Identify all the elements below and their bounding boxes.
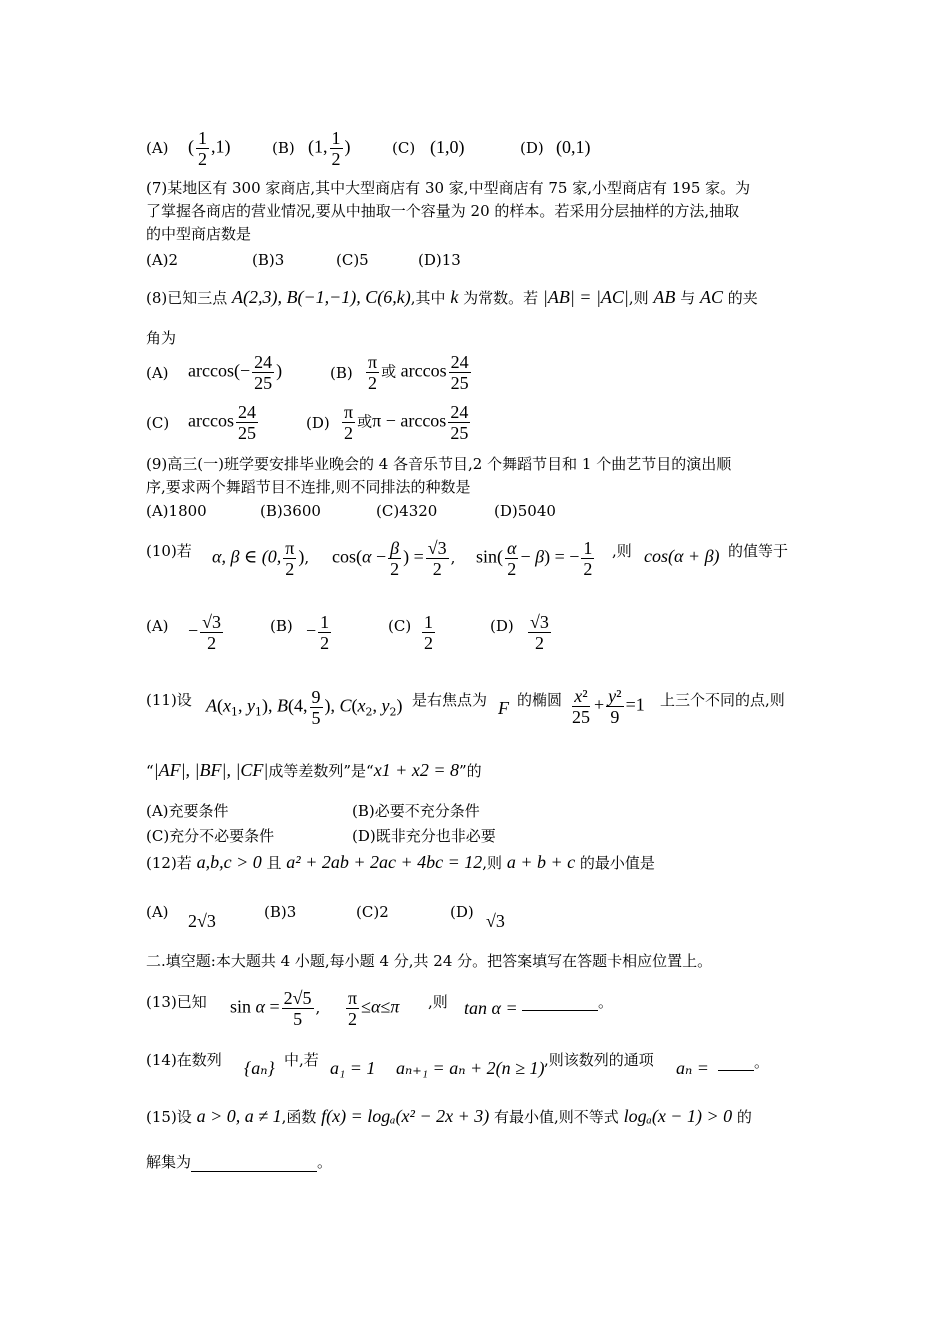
q10-option-c: (C) xyxy=(388,617,412,635)
q11-option-a: (A)充要条件 xyxy=(146,802,229,820)
q11-option-b: (B)必要不充分条件 xyxy=(352,802,480,820)
q6-option-c-math: (1,0) xyxy=(430,137,465,157)
q6-option-c: (C) xyxy=(392,139,416,157)
q7-option-d: (D)13 xyxy=(418,251,461,269)
q10-mid: ,则 xyxy=(612,542,632,560)
q9-option-b: (B)3600 xyxy=(260,502,321,520)
q10-prefix: (10)若 xyxy=(146,542,192,560)
q15-function: f(x) = logₐ(x² − 2x + 3) xyxy=(321,1106,490,1126)
q14-prefix: (14)在数列 xyxy=(146,1051,222,1069)
q10-option-d-math: $\frac{√3}{2}$ xyxy=(530,612,549,653)
q6-option-b-math: (1, $\frac{1}{2}$ ) xyxy=(308,128,351,169)
q8-line-1: (8)已知三点 A(2,3), B(−1,−1), C(6,k),其中 k 为常数。若 |AB| = |AC|,则 AB 与 AC 的夹 xyxy=(146,287,758,307)
q12-target: a + b + c xyxy=(506,852,576,872)
q13-answer-blank[interactable] xyxy=(522,994,598,1011)
q14-mid-1: 中,若 xyxy=(284,1051,319,1069)
q14-end: 。 xyxy=(754,1053,770,1071)
q14-target: aₙ = xyxy=(676,1058,709,1078)
q11-ellipse: $\frac{\text{x²}}{25}$ + $\frac{\text{y²}}{9}$ =1 xyxy=(572,686,645,727)
q13-mid: ,则 xyxy=(428,993,448,1011)
q15-inequality: logₐ(x − 1) > 0 xyxy=(623,1106,733,1126)
q15-line-2: 解集为 。 xyxy=(146,1153,333,1171)
q15-answer-blank[interactable] xyxy=(191,1155,317,1172)
q10-option-b-math: − $\frac{1}{2}$ xyxy=(306,612,330,653)
q11-focus: F xyxy=(498,698,509,718)
q10-suffix: 的值等于 xyxy=(728,542,789,560)
q13-target: tan α = xyxy=(464,998,518,1018)
q14-recurrence: aₙ₊₁ = aₙ + 2(n ≥ 1) xyxy=(396,1058,545,1078)
q11-option-d: (D)既非充分也非必要 xyxy=(352,827,496,845)
q12-option-b: (B)3 xyxy=(264,903,297,921)
q14-mid-2: ,则该数列的通项 xyxy=(544,1051,654,1069)
q10-option-a: (A) xyxy=(146,617,169,635)
q15-condition: a > 0, a ≠ 1 xyxy=(196,1106,282,1126)
q7-option-b: (B)3 xyxy=(252,251,285,269)
q14-a1: a₁ = 1 xyxy=(330,1058,376,1078)
q12-line: (12)若 a,b,c > 0 且 a² + 2ab + 2ac + 4bc = 12,则 a + b + c 的最小值是 xyxy=(146,852,655,872)
q7-line-3: 的中型商店数是 xyxy=(146,225,252,243)
q13-prefix: (13)已知 xyxy=(146,993,207,1011)
q11-option-c: (C)充分不必要条件 xyxy=(146,827,275,845)
q9-line-1: (9)高三(一)班学要安排毕业晚会的 4 各音乐节目,2 个舞蹈节目和 1 个曲艺节目的演出顺 xyxy=(146,455,732,473)
q10-option-a-math: − $\frac{√3}{2}$ xyxy=(188,612,222,653)
q7-option-a: (A)2 xyxy=(146,251,179,269)
q6-option-a-math: ( $\frac{1}{2}$ ,1) xyxy=(188,128,231,169)
q13-range: $\frac{\pi}{2}$ ≤α≤π xyxy=(348,988,400,1029)
q12-equation: a² + 2ab + 2ac + 4bc = 12 xyxy=(286,852,483,872)
q7-option-c: (C)5 xyxy=(336,251,369,269)
q7-line-1: (7)某地区有 300 家商店,其中大型商店有 30 家,中型商店有 75 家,小型商店有 195 家。为 xyxy=(146,179,751,197)
q10-option-b: (B) xyxy=(270,617,293,635)
q10-cond-3: sin( $\frac{\alpha}{2}$ − β) = − $\frac{1}{2}$ xyxy=(476,538,593,579)
q13-equation: sin α = $\frac{2√5}{5}$ , xyxy=(230,988,321,1029)
q9-option-c: (C)4320 xyxy=(376,502,438,520)
q12-option-d: (D) xyxy=(450,903,474,921)
q9-option-a: (A)1800 xyxy=(146,502,207,520)
q12-option-c: (C)2 xyxy=(356,903,389,921)
q8-option-a-math: arccos(− $\frac{24}{25}$ ) xyxy=(188,352,283,393)
q11-sequence: |AF|, |BF|, |CF| xyxy=(153,760,269,780)
q8-option-d-math: $\frac{\pi}{2}$ 或π − arccos $\frac{24}{25}$ xyxy=(344,402,469,443)
q10-target: cos(α + β) xyxy=(644,546,720,566)
q10-option-c-math: $\frac{1}{2}$ xyxy=(424,612,433,653)
q15-line-1: (15)设 a > 0, a ≠ 1,函数 f(x) = logₐ(x² − 2x + 3) 有最小值,则不等式 logₐ(x − 1) > 0 的 xyxy=(146,1106,752,1126)
q12-condition: a,b,c > 0 xyxy=(196,852,262,872)
q14-answer-blank[interactable] xyxy=(718,1054,754,1071)
q11-mid-1: 是右焦点为 xyxy=(412,691,488,709)
q6-option-d: (D) xyxy=(520,139,544,157)
q7-line-2: 了掌握各商店的营业情况,要从中抽取一个容量为 20 的样本。若采用分层抽样的方法,抽取 xyxy=(146,202,740,220)
section-2-heading: 二.填空题:本大题共 4 小题,每小题 4 分,共 24 分。把答案填写在答题卡相应位置上。 xyxy=(146,952,713,970)
q12-option-a-math: 2√3 xyxy=(188,911,216,931)
q11-mid-2: 的椭圆 xyxy=(517,691,563,709)
q8-points: A(2,3), B(−1,−1), C(6,k) xyxy=(232,287,411,307)
q6-option-d-math: (0,1) xyxy=(556,137,591,157)
q8-option-d: (D) xyxy=(306,414,330,432)
q8-option-b: (B) xyxy=(330,364,353,382)
q10-option-d: (D) xyxy=(490,617,514,635)
q12-option-a: (A) xyxy=(146,903,169,921)
q12-option-d-math: √3 xyxy=(486,911,505,931)
q11-prefix: (11)设 xyxy=(146,691,192,709)
q8-condition: |AB| = |AC| xyxy=(542,287,629,307)
q13-end: 。 xyxy=(598,993,614,1011)
q8-option-c: (C) xyxy=(146,414,170,432)
q6-option-a: (A) xyxy=(146,139,169,157)
q8-option-a: (A) xyxy=(146,364,169,382)
q11-suffix: 上三个不同的点,则 xyxy=(660,691,785,709)
q11-points: $A(x_1$, $y_1$), B(4, $\frac{9}{5}$ ), $C(x_2$, $y_2$) xyxy=(206,687,403,728)
q8-option-c-math: arccos $\frac{24}{25}$ xyxy=(188,402,256,443)
q8-option-b-math: $\frac{\pi}{2}$ 或 arccos $\frac{24}{25}$ xyxy=(368,352,469,393)
q6-option-b: (B) xyxy=(272,139,295,157)
q11-sum: x1 + x2 = 8 xyxy=(373,760,459,780)
q9-option-d: (D)5040 xyxy=(494,502,556,520)
q10-cond-1: α, β ∈ (0, $\frac{\pi}{2}$ ), xyxy=(212,538,310,579)
q10-cond-2: cos(α − $\frac{\beta}{2}$ ) = $\frac{√3}{2}$ , xyxy=(332,538,456,579)
q8-line-2: 角为 xyxy=(146,329,177,347)
q11-line-2: “|AF|, |BF|, |CF|成等差数列”是“x1 + x2 = 8”的 xyxy=(146,760,482,780)
q14-sequence: {aₙ} xyxy=(244,1058,275,1078)
q9-line-2: 序,要求两个舞蹈节目不连排,则不同排法的种数是 xyxy=(146,478,471,496)
